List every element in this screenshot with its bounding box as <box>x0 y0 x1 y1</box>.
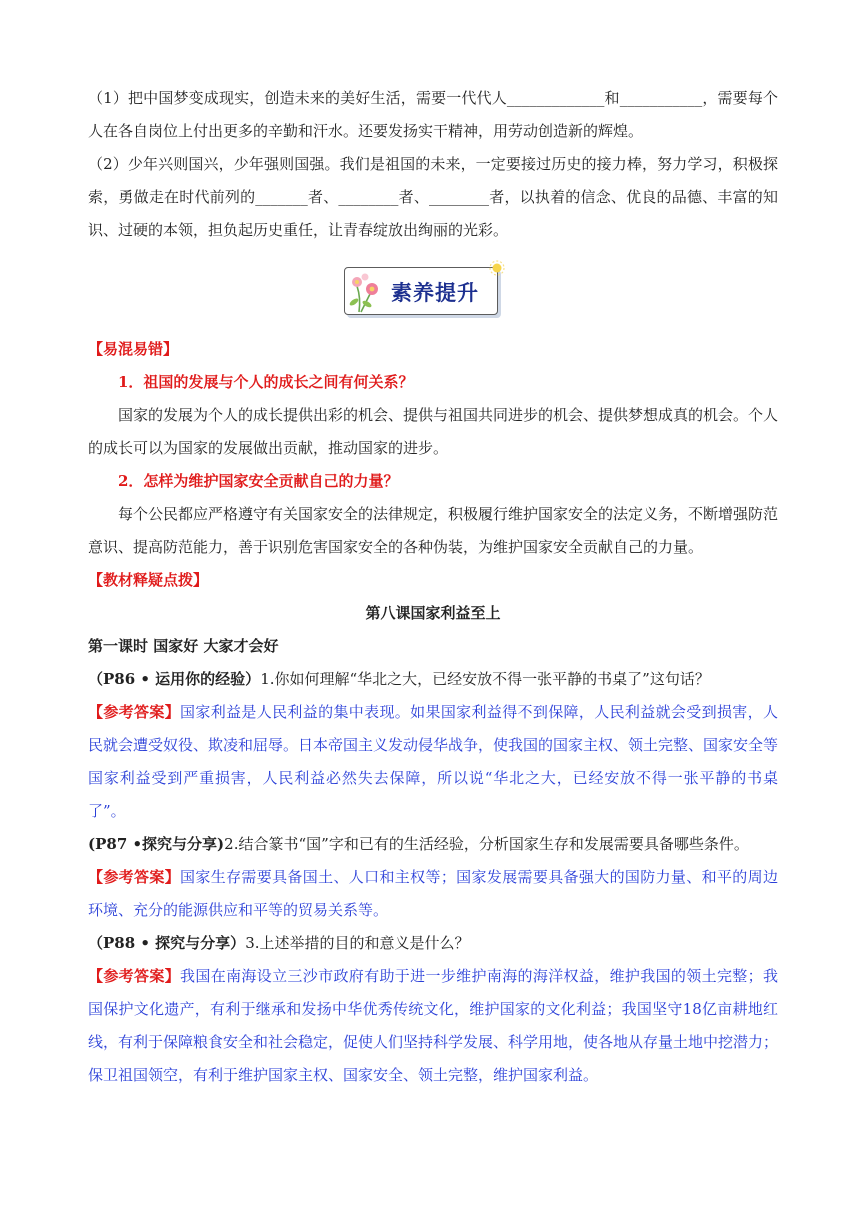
section-badge-wrap <box>88 247 778 333</box>
question-ref: （P88 • 探究与分享） <box>88 934 246 952</box>
period-title: 第一课时 国家好 大家才会好 <box>88 637 279 655</box>
fill-question-2: （2）少年兴则国兴，少年强则国强。我们是祖国的未来，一定要接过历史的接力棒，努力学习，积极探索，勇做走在时代前列的_______者、________者、________者，以执着的信念、优良的品德、丰富的知识、过硬的本领，担负起历史重任，让青春绽放出绚丽的光彩。 <box>88 155 778 239</box>
confusion-question-1: 1．祖国的发展与个人的成长之间有何关系？ <box>118 373 414 391</box>
textbook-answer-3 <box>88 960 778 1092</box>
page-content <box>88 82 778 1092</box>
answer-text: 国家生存需要具备国土、人口和主权等；国家发展需要具备强大的国防力量、和平的周边环境、充分的能源供应和平等的贸易关系等。 <box>88 868 778 919</box>
sun-icon <box>489 260 505 276</box>
textbook-answer-2 <box>88 861 778 927</box>
flower-icon <box>345 268 393 318</box>
answer-tag: 【参考答案】 <box>88 967 181 985</box>
answer-tag: 【参考答案】 <box>88 868 181 886</box>
question-text: 1.你如何理解“华北之大，已经安放不得一张平静的书桌了”这句话？ <box>260 670 710 688</box>
section-badge-label: 素养提升 <box>391 281 479 305</box>
textbook-question-2 <box>88 828 778 861</box>
answer-text: 国家利益是人民利益的集中表现。如果国家利益得不到保障，人民利益就会受到损害，人民就会遭受奴役、欺凌和屈辱。日本帝国主义发动侵华战争，使我国的国家主权、领土完整、国家安全等国家利益受到严重损害，人民利益必然失去保障，所以说“华北之大，已经安放不得一张平静的书桌了”。 <box>88 703 779 820</box>
section-header-confusion: 【易混易错】 <box>88 340 179 358</box>
fill-question-1: （1）把中国梦变成现实，创造未来的美好生活，需要一代代人_____________和___________，需要每个人在各自岗位上付出更多的辛勤和汗水。还要发扬实干精神，用劳动创造新的辉煌。 <box>88 89 778 140</box>
question-ref: （P86 • 运用你的经验） <box>88 670 261 688</box>
answer-tag: 【参考答案】 <box>88 703 181 721</box>
section-badge <box>344 267 498 315</box>
textbook-question-3 <box>88 927 778 960</box>
question-ref: (P87 •探究与分享) <box>88 835 225 853</box>
confusion-question-2: 2．怎样为维护国家安全贡献自己的力量？ <box>118 472 399 490</box>
question-text: 2.结合篆书“国”字和已有的生活经验，分析国家生存和发展需要具备哪些条件。 <box>224 835 749 853</box>
answer-text: 我国在南海设立三沙市政府有助于进一步维护南海的海洋权益，维护我国的领土完整；我国保护文化遗产，有利于继承和发扬中华优秀传统文化，维护国家的文化利益；我国坚守18亿亩耕地红线，有利于保障粮食安全和社会稳定，促使人们坚持科学发展、科学用地，使各地从存量土地中挖潜力；保卫祖国领空，有利于维护国家主权、国家安全、领土完整，维护国家利益。 <box>88 967 779 1084</box>
lesson-title: 第八课国家利益至上 <box>365 604 501 622</box>
confusion-answer-1: 国家的发展为个人的成长提供出彩的机会、提供与祖国共同进步的机会、提供梦想成真的机会。个人的成长可以为国家的发展做出贡献，推动国家的进步。 <box>88 406 779 457</box>
question-text: 3.上述举措的目的和意义是什么？ <box>245 934 470 952</box>
confusion-answer-2: 每个公民都应严格遵守有关国家安全的法律规定，积极履行维护国家安全的法定义务，不断增强防范意识、提高防范能力，善于识别危害国家安全的各种伪装，为维护国家安全贡献自己的力量。 <box>88 505 779 556</box>
textbook-question-1 <box>88 663 778 696</box>
textbook-answer-1 <box>88 696 778 828</box>
section-header-textbook: 【教材释疑点拨】 <box>88 571 209 589</box>
